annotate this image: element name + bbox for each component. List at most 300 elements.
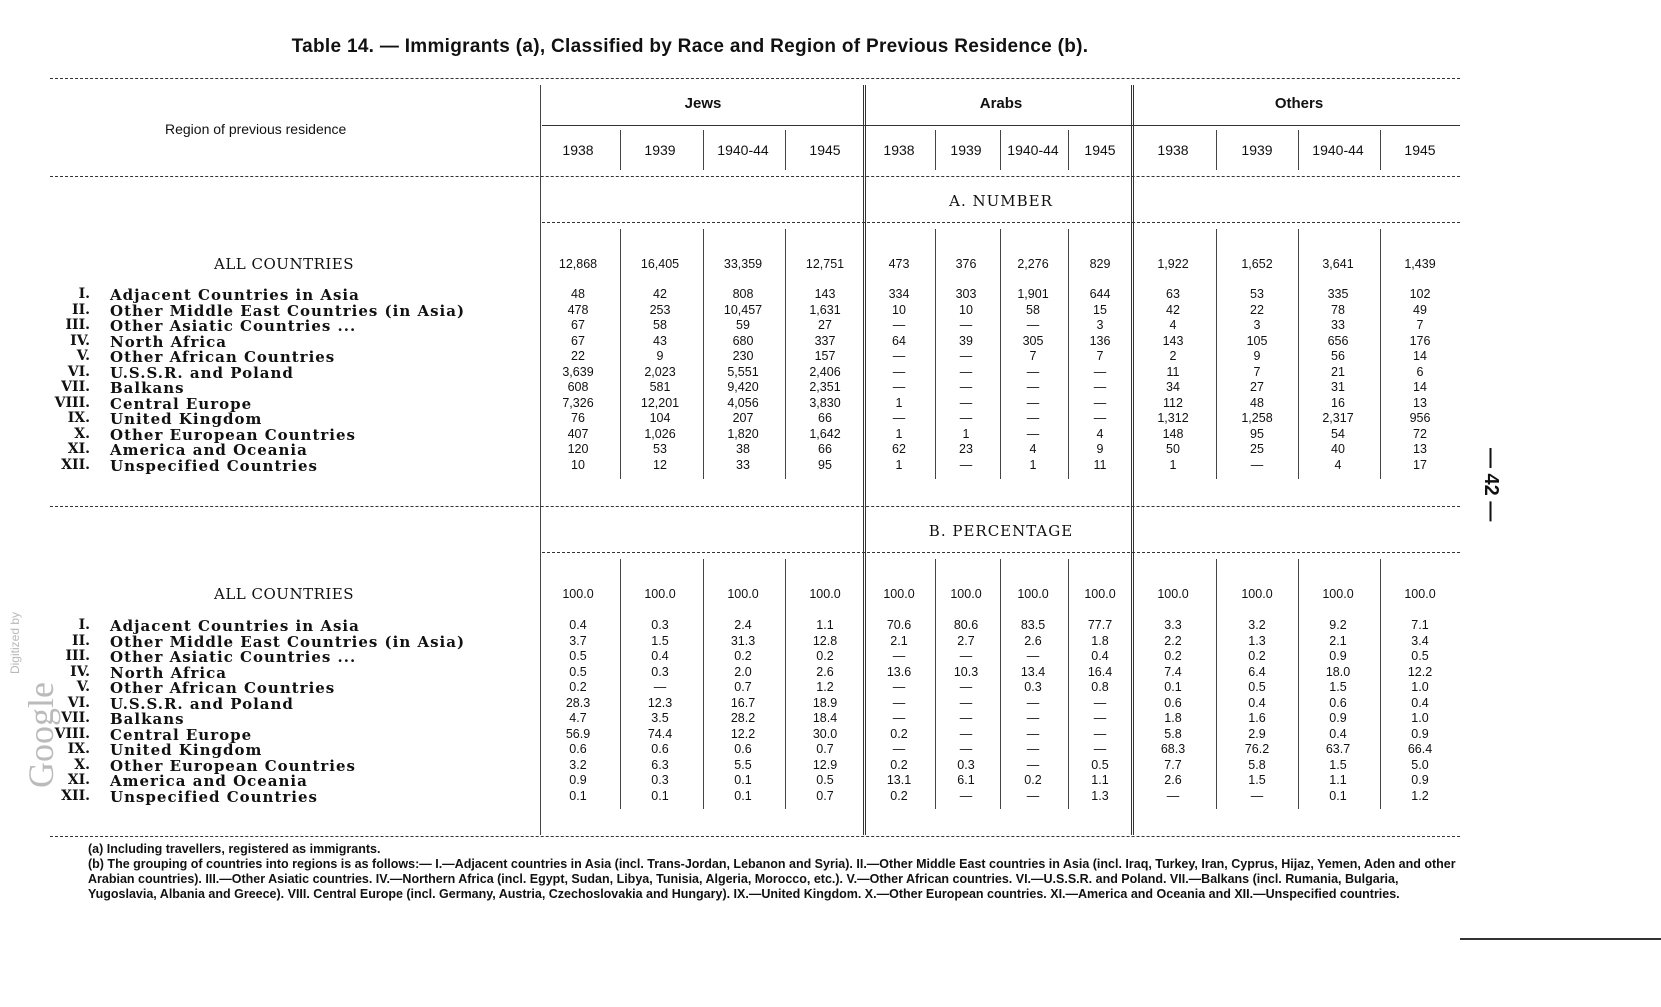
table-cell: 407 [567,426,589,441]
table-cell: 0.1 [1164,680,1182,694]
table-cell: 1.3 [1091,788,1109,803]
region-number: X. [74,425,90,442]
table-cell: — [959,742,973,756]
table-cell: 59 [736,318,750,332]
table-cell: 0.7 [816,742,834,756]
table-cell: 120 [567,442,589,456]
table-cell: 56 [1331,349,1345,363]
region-number: IX. [67,741,90,757]
table-cell: — [1026,726,1040,741]
table-cell: 305 [1022,333,1044,348]
table-cell: — [1026,395,1040,410]
table-cell: 13 [1413,442,1427,456]
table-cell: 2,406 [809,364,841,379]
table-cell: 66 [818,442,832,456]
region-name: Other Middle East Countries (in Asia) [110,301,466,320]
all-countries-cell: 1,652 [1241,257,1273,271]
table-cell: 25 [1250,442,1264,456]
table-cell: 0.8 [1091,680,1109,694]
table-cell: 2 [1169,349,1177,363]
region-name: Unspecified Countries [110,456,318,475]
all-countries-cell: 100.0 [644,587,676,601]
region-name: America and Oceania [110,441,308,459]
table-cell: 49 [1413,302,1427,317]
region-number: V. [76,679,90,695]
table-cell: 1 [895,395,903,410]
watermark-logo: Google [21,682,61,788]
table-cell: 4 [1169,318,1177,332]
year-col-rule [1216,130,1217,170]
table-cell: 12.2 [730,726,756,741]
year-row-rule [542,125,1460,126]
year-header: 1940-44 [717,142,769,158]
table-cell: 334 [888,287,910,301]
table-cell: 2.6 [1164,773,1182,787]
table-cell: 0.1 [734,788,752,803]
region-name: Balkans [110,379,185,397]
table-cell: 7 [1253,364,1261,379]
all-countries-cell: 376 [955,257,977,271]
table-cell: 6 [1416,364,1424,379]
table-cell: 0.4 [651,649,669,663]
table-cell: 18.9 [812,695,838,710]
table-cell: 581 [649,380,671,394]
table-cell: 5.8 [1248,757,1266,772]
table-cell: — [1026,742,1040,756]
table-cell: 2.4 [734,618,752,632]
table-cell: 7 [1096,349,1104,363]
table-cell: 3 [1253,318,1261,332]
group-header-jews: Jews [684,95,722,112]
table-cell: 18.4 [812,711,838,725]
table-cell: 10,457 [723,302,763,317]
table-cell: 31.3 [730,633,756,648]
table-cell: 58 [1026,302,1040,317]
table-cell: 40 [1331,442,1345,456]
table-cell: — [892,695,906,710]
table-cell: — [1093,695,1107,710]
table-cell: 1 [895,426,903,441]
table-cell: 5.0 [1411,757,1429,772]
table-cell: 0.6 [569,742,587,756]
table-cell: — [959,380,973,394]
table-cell: 12,201 [640,395,680,410]
bottom-rule [50,836,1460,837]
table-cell: — [1093,395,1107,410]
region-number: X. [74,756,90,773]
table-cell: 13.1 [886,773,912,787]
table-cell: 0.2 [734,649,752,663]
table-cell: 2,317 [1322,411,1354,425]
table-cell: 0.2 [1248,649,1266,663]
footnote-b: (b) The grouping of countries into regions is as follows:— I.—Adjacent countries in Asia (incl. Trans-Jordan, Lebanon and Syria). II.—Other Middle East countries in Asia (incl. Iraq, Turkey, Iran, Cyprus, Hijaz, Yemen, Aden and other Arabian countries). III.—Other Asiatic countries. IV.—Northern Africa (incl. Egypt, Sudan, Libya, Tunisia, Algeria, Morocco, etc.). V.—Other African countries. VI.—U.S.S.R. and Poland. VII.—Balkans (incl. Rumania, Bulgaria, Yugoslavia, Albania and Greece). VIII. Central Europe (incl. Germany, Austria, Czechoslovakia and Hungary). IX.—United Kingdom. X.—Other European countries. XI.—America and Oceania and XII.—Unspecified countries. [88,857,1456,901]
table-cell: 4 [1029,442,1037,456]
table-cell: 0.5 [569,664,587,679]
region-number: VIII. [54,394,90,411]
section-a-all-label: ALL COUNTRIES [214,255,355,273]
section-divider-rule [50,506,1460,507]
all-countries-cell: 100.0 [950,587,982,601]
table-cell: 808 [732,287,754,301]
table-cell: 1,312 [1157,411,1189,425]
table-cell: 680 [732,333,754,348]
region-number: XI. [67,441,90,457]
table-cell: 5,551 [727,364,759,379]
table-cell: 335 [1327,287,1349,301]
year-col-rule [1068,130,1069,170]
table-cell: 14 [1413,380,1427,394]
bottom-right-rule [1460,938,1661,940]
all-countries-cell: 100.0 [1241,587,1273,601]
table-cell: — [1026,711,1040,725]
table-cell: 16.7 [730,695,756,710]
section-b-rule [542,552,1460,553]
table-cell: 7,326 [562,395,594,410]
table-cell: 0.1 [569,788,587,803]
table-cell: 1,631 [809,302,841,317]
table-cell: 5.5 [734,757,752,772]
table-cell: 30.0 [812,726,838,741]
table-cell: 656 [1327,333,1349,348]
table-cell: 3.2 [569,757,587,772]
region-number: VI. [67,694,90,711]
table-cell: — [959,457,973,472]
table-cell: 74.4 [647,726,673,741]
table-cell: 7.4 [1164,664,1182,679]
table-cell: 1.2 [816,680,834,694]
table-cell: 9.2 [1329,618,1347,632]
table-cell: 3,830 [809,395,841,410]
region-header: Region of previous residence [165,121,347,137]
table-cell: 1.0 [1411,711,1429,725]
table-cell: — [1026,757,1040,772]
table-cell: — [959,726,973,741]
table-cell: 303 [955,287,977,301]
table-cell: 27 [818,318,832,332]
table-cell: 9,420 [727,380,759,394]
table-cell: 4.7 [569,711,587,725]
header-bottom-rule [50,176,1460,177]
table-cell: 1.8 [1164,711,1182,725]
table-cell: 0.5 [1411,649,1429,663]
table-cell: 38 [736,442,750,456]
region-name: Other African Countries [110,348,336,366]
region-name: Other Middle East Countries (in Asia) [110,632,466,651]
table-cell: 0.9 [569,773,587,787]
table-cell: 0.2 [816,649,834,663]
table-cell: 1.3 [1248,633,1266,648]
table-cell: — [959,680,973,694]
year-col-rule [620,130,621,170]
table-cell: 136 [1089,333,1111,348]
table-cell: 3.3 [1164,618,1182,632]
region-name: Balkans [110,710,185,728]
table-cell: 1,258 [1241,411,1273,425]
region-number: II. [72,301,90,318]
table-cell: 3,639 [562,364,594,379]
table-cell: — [959,788,973,803]
table-cell: 42 [653,287,667,301]
table-cell: 608 [567,380,589,394]
table-cell: — [1166,788,1180,803]
year-header: 1939 [1241,142,1273,158]
table-cell: — [959,318,973,332]
table-cell: 253 [649,302,671,317]
table-cell: 2.0 [734,664,752,679]
table-cell: — [1026,318,1040,332]
table-cell: 15 [1093,302,1107,317]
table-cell: 95 [818,457,832,472]
table-cell: 9 [656,349,664,363]
table-cell: 6.1 [957,773,975,787]
table-cell: 0.3 [957,757,975,772]
table-cell: 1.5 [1329,757,1347,772]
year-header: 1940-44 [1312,142,1364,158]
table-cell: 4,056 [727,395,759,410]
table-cell: 0.4 [569,618,587,632]
all-countries-cell: 12,868 [558,257,598,271]
table-cell: 63.7 [1325,742,1351,756]
table-cell: 956 [1409,411,1431,425]
table-cell: 9 [1253,349,1261,363]
table-cell: 21 [1331,364,1345,379]
table-cell: 0.6 [1329,695,1347,710]
table-cell: 58 [653,318,667,332]
table-cell: 0.3 [1024,680,1042,694]
region-name: Other African Countries [110,679,336,697]
region-number: V. [76,348,90,364]
table-cell: 230 [732,349,754,363]
table-cell: 68.3 [1160,742,1186,756]
all-countries-cell: 100.0 [1084,587,1116,601]
table-cell: 1.1 [1329,773,1347,787]
region-name: Other Asiatic Countries ... [110,317,357,335]
table-cell: 0.4 [1411,695,1429,710]
table-cell: 0.7 [734,680,752,694]
table-cell: 42 [1166,302,1180,317]
table-cell: 76 [571,411,585,425]
table-cell: 10.3 [953,664,979,679]
all-countries-cell: 100.0 [727,587,759,601]
table-cell: 13 [1413,395,1427,410]
table-cell: — [1093,726,1107,741]
table-cell: 0.1 [734,773,752,787]
table-cell: 83.5 [1020,618,1046,632]
google-watermark [0,612,60,832]
year-header: 1940-44 [1007,142,1059,158]
table-cell: — [653,680,667,694]
region-name: North Africa [110,663,227,682]
table-cell: 53 [653,442,667,456]
region-number: VII. [61,710,90,726]
table-cell: 0.2 [569,680,587,694]
year-header: 1945 [1084,142,1116,158]
table-cell: 56.9 [565,726,591,741]
region-number: XI. [67,772,90,788]
table-cell: 10 [959,302,973,317]
all-countries-cell: 1,439 [1404,257,1436,271]
all-countries-cell: 1,922 [1157,257,1189,271]
all-countries-cell: 100.0 [1322,587,1354,601]
table-cell: 53 [1250,287,1264,301]
table-cell: — [959,711,973,725]
table-cell: 7.1 [1411,618,1429,632]
group-header-others: Others [1274,95,1324,112]
table-cell: 6.4 [1248,664,1266,679]
all-countries-cell: 473 [888,257,910,271]
table-cell: — [892,364,906,379]
all-countries-cell: 16,405 [640,257,680,271]
table-cell: 0.2 [890,757,908,772]
table-cell: 0.1 [651,788,669,803]
table-cell: 0.5 [816,773,834,787]
all-countries-cell: 12,751 [805,257,845,271]
table-cell: 14 [1413,349,1427,363]
table-cell: 0.3 [651,664,669,679]
table-cell: 105 [1246,333,1268,348]
table-cell: 112 [1163,395,1183,410]
year-header: 1938 [883,142,915,158]
table-cell: 12.8 [812,633,838,648]
table-cell: 0.9 [1411,773,1429,787]
table-cell: 62 [892,442,906,456]
year-header: 1945 [1404,142,1436,158]
region-name: America and Oceania [110,772,308,790]
table-cell: 1 [895,457,903,472]
region-number: XII. [61,787,90,804]
table-cell: — [892,680,906,694]
page-number: — 42 — [1480,448,1502,522]
table-cell: 3 [1096,318,1104,332]
region-name: North Africa [110,332,227,351]
table-cell: 0.7 [816,788,834,803]
region-number: IV. [70,332,90,349]
region-name: Other Asiatic Countries ... [110,648,357,666]
table-cell: 2.1 [890,633,908,648]
table-cell: 64 [892,333,906,348]
table-cell: 1 [1169,457,1177,472]
table-cell: 1.6 [1248,711,1266,725]
table-cell: 67 [571,318,585,332]
table-cell: 1.1 [816,618,834,632]
table-cell: 1,901 [1017,287,1049,301]
table-cell: 0.6 [651,742,669,756]
year-col-rule [785,130,786,170]
table-cell: 7 [1029,349,1037,363]
table-cell: 0.4 [1329,726,1347,741]
section-b-title: B. PERCENTAGE [928,522,1074,540]
table-cell: 1.5 [1329,680,1347,694]
table-cell: — [892,649,906,663]
table-cell: 0.2 [890,788,908,803]
table-cell: 2.6 [1024,633,1042,648]
table-cell: 11 [1166,364,1180,379]
table-cell: 17 [1413,457,1427,472]
all-countries-cell: 100.0 [883,587,915,601]
region-number: I. [78,617,90,633]
table-cell: — [892,318,906,332]
table-cell: 0.1 [1329,788,1347,803]
top-rule [50,78,1460,79]
table-cell: — [959,349,973,363]
region-number: IX. [67,410,90,426]
table-cell: 337 [814,333,836,348]
table-cell: 102 [1409,287,1431,301]
table-cell: 66 [818,411,832,425]
table-cell: 5.8 [1164,726,1182,741]
table-cell: 7.7 [1164,757,1182,772]
table-cell: 67 [571,333,585,348]
all-countries-cell: 100.0 [1017,587,1049,601]
region-name: U.S.S.R. and Poland [110,694,294,713]
table-cell: — [1026,411,1040,425]
region-number: XII. [61,456,90,473]
table-cell: 104 [649,411,671,425]
table-cell: 33 [736,457,750,472]
table-cell: 4 [1334,457,1342,472]
table-cell: — [1093,364,1107,379]
region-name: United Kingdom [110,741,263,759]
table-cell: 66.4 [1407,742,1433,756]
table-cell: 143 [814,287,836,301]
table-cell: 39 [959,333,973,348]
table-cell: — [1093,742,1107,756]
table-cell: — [892,349,906,363]
all-countries-cell: 100.0 [1404,587,1436,601]
region-number: III. [65,317,90,333]
table-cell: 95 [1250,426,1264,441]
region-name: Adjacent Countries in Asia [110,286,360,304]
table-cell: — [1093,411,1107,425]
table-cell: 76.2 [1244,742,1270,756]
table-cell: 54 [1331,426,1345,441]
table-cell: 1.0 [1411,680,1429,694]
table-cell: 0.3 [651,773,669,787]
table-cell: 2.2 [1164,633,1182,648]
table-cell: 2.6 [816,664,834,679]
table-cell: — [1250,457,1264,472]
region-number: IV. [70,663,90,680]
year-header: 1939 [644,142,676,158]
table-cell: 78 [1331,302,1345,317]
table-cell: 48 [1250,395,1264,410]
table-cell: 13.6 [886,664,912,679]
table-cell: 12.2 [1407,664,1433,679]
table-cell: 28.3 [565,695,591,710]
table-cell: 2.1 [1329,633,1347,648]
table-cell: — [1026,649,1040,663]
table-cell: 3.4 [1411,633,1429,648]
year-header: 1938 [1157,142,1189,158]
table-cell: 4 [1096,426,1104,441]
table-cell: 157 [814,349,836,363]
year-col-rule [1380,130,1381,170]
table-cell: 16 [1331,395,1345,410]
table-cell: 16.4 [1087,664,1113,679]
table-cell: 1 [1029,457,1037,472]
table-cell: 50 [1166,442,1180,456]
table-cell: 1,026 [644,426,676,441]
table-cell: 23 [959,442,973,456]
all-countries-cell: 2,276 [1017,257,1049,271]
table-cell: 0.4 [1091,649,1109,663]
section-a-rule [542,222,1460,223]
table-cell: 1.5 [651,633,669,648]
table-cell: 1,820 [727,426,759,441]
table-cell: 1.1 [1091,773,1109,787]
region-name: Other European Countries [110,756,356,775]
table-cell: 0.2 [1024,773,1042,787]
